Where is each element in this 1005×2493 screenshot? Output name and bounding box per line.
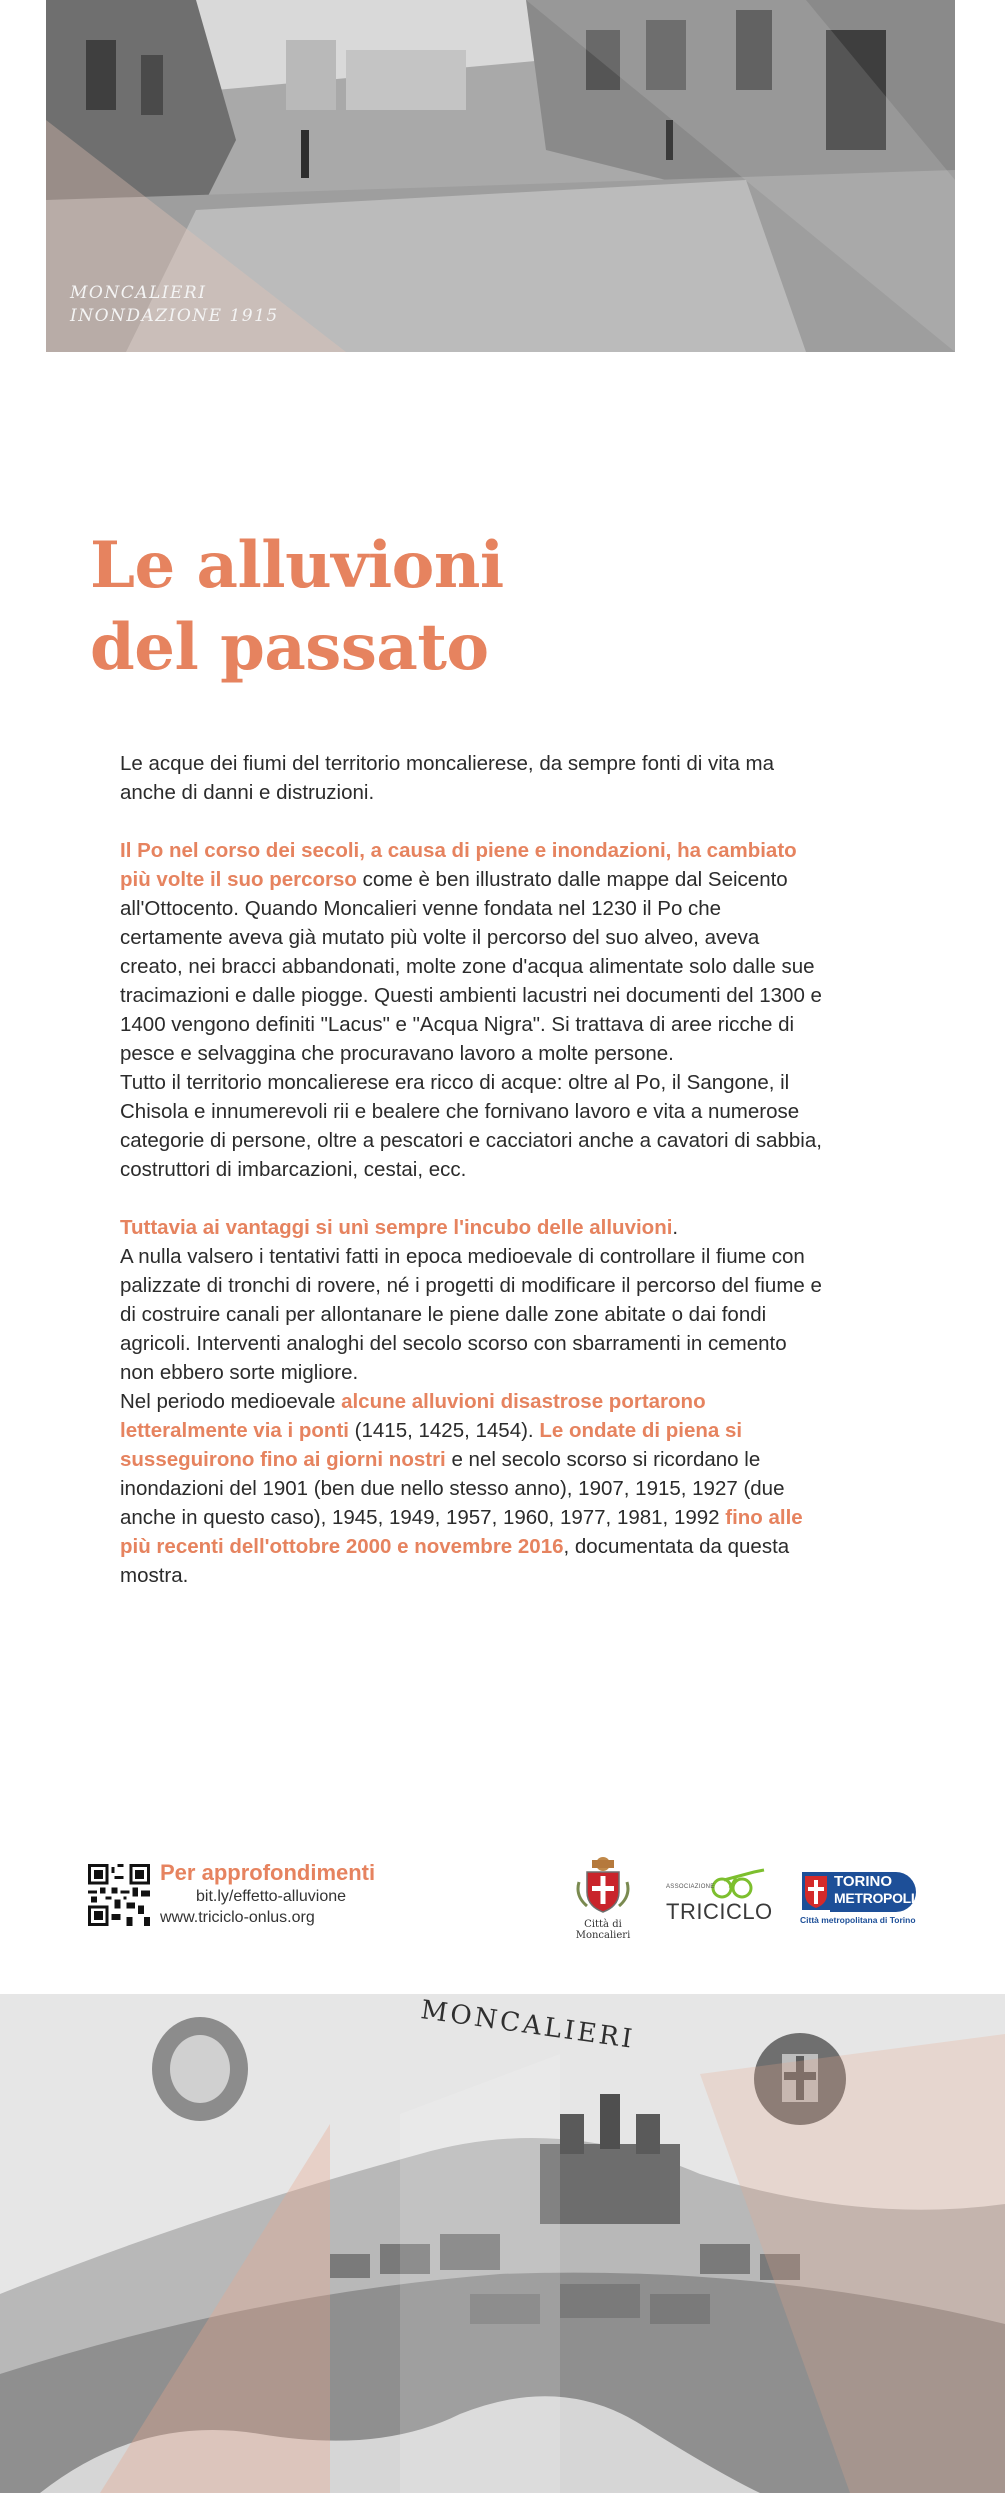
photo-caption (70, 282, 279, 328)
moncalieri-label-line2: Moncalieri (575, 1930, 631, 1941)
torino-shield-icon (802, 1872, 830, 1910)
paragraph-attempts: A nulla valsero i tentativi fatti in epoca medioevale di controllare il fiume con palizzate di tronchi di rovere, né i progetti di modificare il percorso del fiume e di costruire canali per allontanare le piene dalle zone abitate o dai fondi agricoli. Interventi analoghi del secolo scorso con sbarramenti in cemento non ebbero sorte migliore. (120, 1245, 822, 1384)
page-title-line2: del passato (90, 610, 489, 685)
floods-text-d: , documentata da questa mostra. (120, 1535, 790, 1587)
photo-caption-event: INONDAZIONE 1915 (70, 306, 279, 326)
floods-text-b: (1415, 1425, 1454). (348, 1419, 540, 1442)
torino-sub-label: Città metropolitana di Torino (800, 1915, 916, 1925)
link-effetto-alluvione[interactable]: bit.ly/effetto-alluvione (196, 1888, 347, 1905)
logo-citta-di-moncalieri (568, 1852, 638, 1942)
highlight-bridges: alcune alluvioni disastrose portarono letteralmente via i ponti (120, 1390, 706, 1442)
further-info-heading: Per approfondimenti (160, 1860, 376, 1885)
body-text (120, 749, 825, 1590)
page-title-line1: Le alluvioni (90, 528, 504, 603)
photo-caption-place: MONCALIERI (70, 283, 207, 303)
paragraph-floods (120, 1387, 825, 1590)
paragraph-nightmare (120, 1213, 825, 1242)
triciclo-wordmark: TRICICLO (666, 1899, 773, 1924)
header-flood-photo (46, 0, 955, 352)
paragraph-gap (120, 807, 825, 836)
historical-map-engraving (0, 1994, 1005, 2493)
floods-text-a: Nel periodo medioevale (120, 1390, 342, 1413)
qr-code-icon[interactable] (88, 1864, 150, 1926)
highlight-nightmare: Tuttavia ai vantaggi si unì sempre l'incubo delle alluvioni (120, 1216, 673, 1239)
paragraph-gap (120, 1184, 825, 1213)
paragraph-nightmare-end: . (672, 1216, 679, 1239)
moncalieri-coat-of-arms-icon (575, 1852, 631, 1914)
highlight-waves: Le ondate di piena si susseguirono fino ai giorni nostri (120, 1419, 743, 1471)
highlight-po-course: Il Po nel corso dei secoli, a causa di piene e inondazioni, ha cambiato più volte il suo percorso (120, 839, 797, 891)
highlight-recent: fino alle più recenti dell'ottobre 2000 e novembre 2016 (120, 1506, 803, 1558)
paragraph-territory: Tutto il territorio moncalierese era ricco di acque: oltre al Po, il Sangone, il Chisola e innumerevoli rii e bealere che fornivano lavoro e vita a numerose categorie di persone, oltre a pescatori e cacciatori anche a cavatori di sabbia, costruttori di imbarcazioni, cestai, ecc. (120, 1071, 822, 1181)
floods-text-c: e nel secolo scorso si ricordano le inondazioni del 1901 (ben due nello stesso anno), 1907, 1915, 1927 (due anche in questo caso), 1945, 1949, 1957, 1960, 1977, 1981, 1992 (120, 1448, 785, 1529)
moncalieri-engraving-illustration (0, 1994, 1005, 2493)
torino-label-line1: TORINO (834, 1873, 893, 1890)
further-info (160, 1860, 375, 1928)
paragraph-po (120, 836, 825, 1068)
triciclo-small-label: ASSOCIAZIONE (666, 1884, 715, 1890)
engraving-banner-text: MONCALIERI (418, 1995, 637, 2055)
logo-triciclo (664, 1868, 776, 1924)
link-triciclo-website[interactable]: www.triciclo-onlus.org (160, 1909, 315, 1926)
moncalieri-label-line1: Città di (584, 1919, 622, 1930)
torino-label-line2: METROPOLI (834, 1890, 915, 1906)
intro-paragraph: Le acque dei fiumi del territorio moncalierese, da sempre fonti di vita ma anche di danni e distruzioni. (120, 752, 775, 804)
paragraph-po-text: come è ben illustrato dalle mappe dal Seicento all'Ottocento. Quando Moncalieri venne fondata nel 1230 il Po che certamente aveva già mutato più volte il percorso del suo alveo, aveva creato, nei bracci abbandonati, molte zone d'acqua alimentate solo dalle sue tracimazioni e dalle piogge. Questi ambienti lacustri nei documenti del 1300 e 1400 vengono definiti "Lacus" e "Acqua Nigra". Si trattava di aree ricche di pesce e selvaggina che procuravano lavoro a molte persone. (120, 868, 822, 1065)
page-title (90, 525, 504, 689)
logo-torino-metropoli (800, 1868, 918, 1926)
